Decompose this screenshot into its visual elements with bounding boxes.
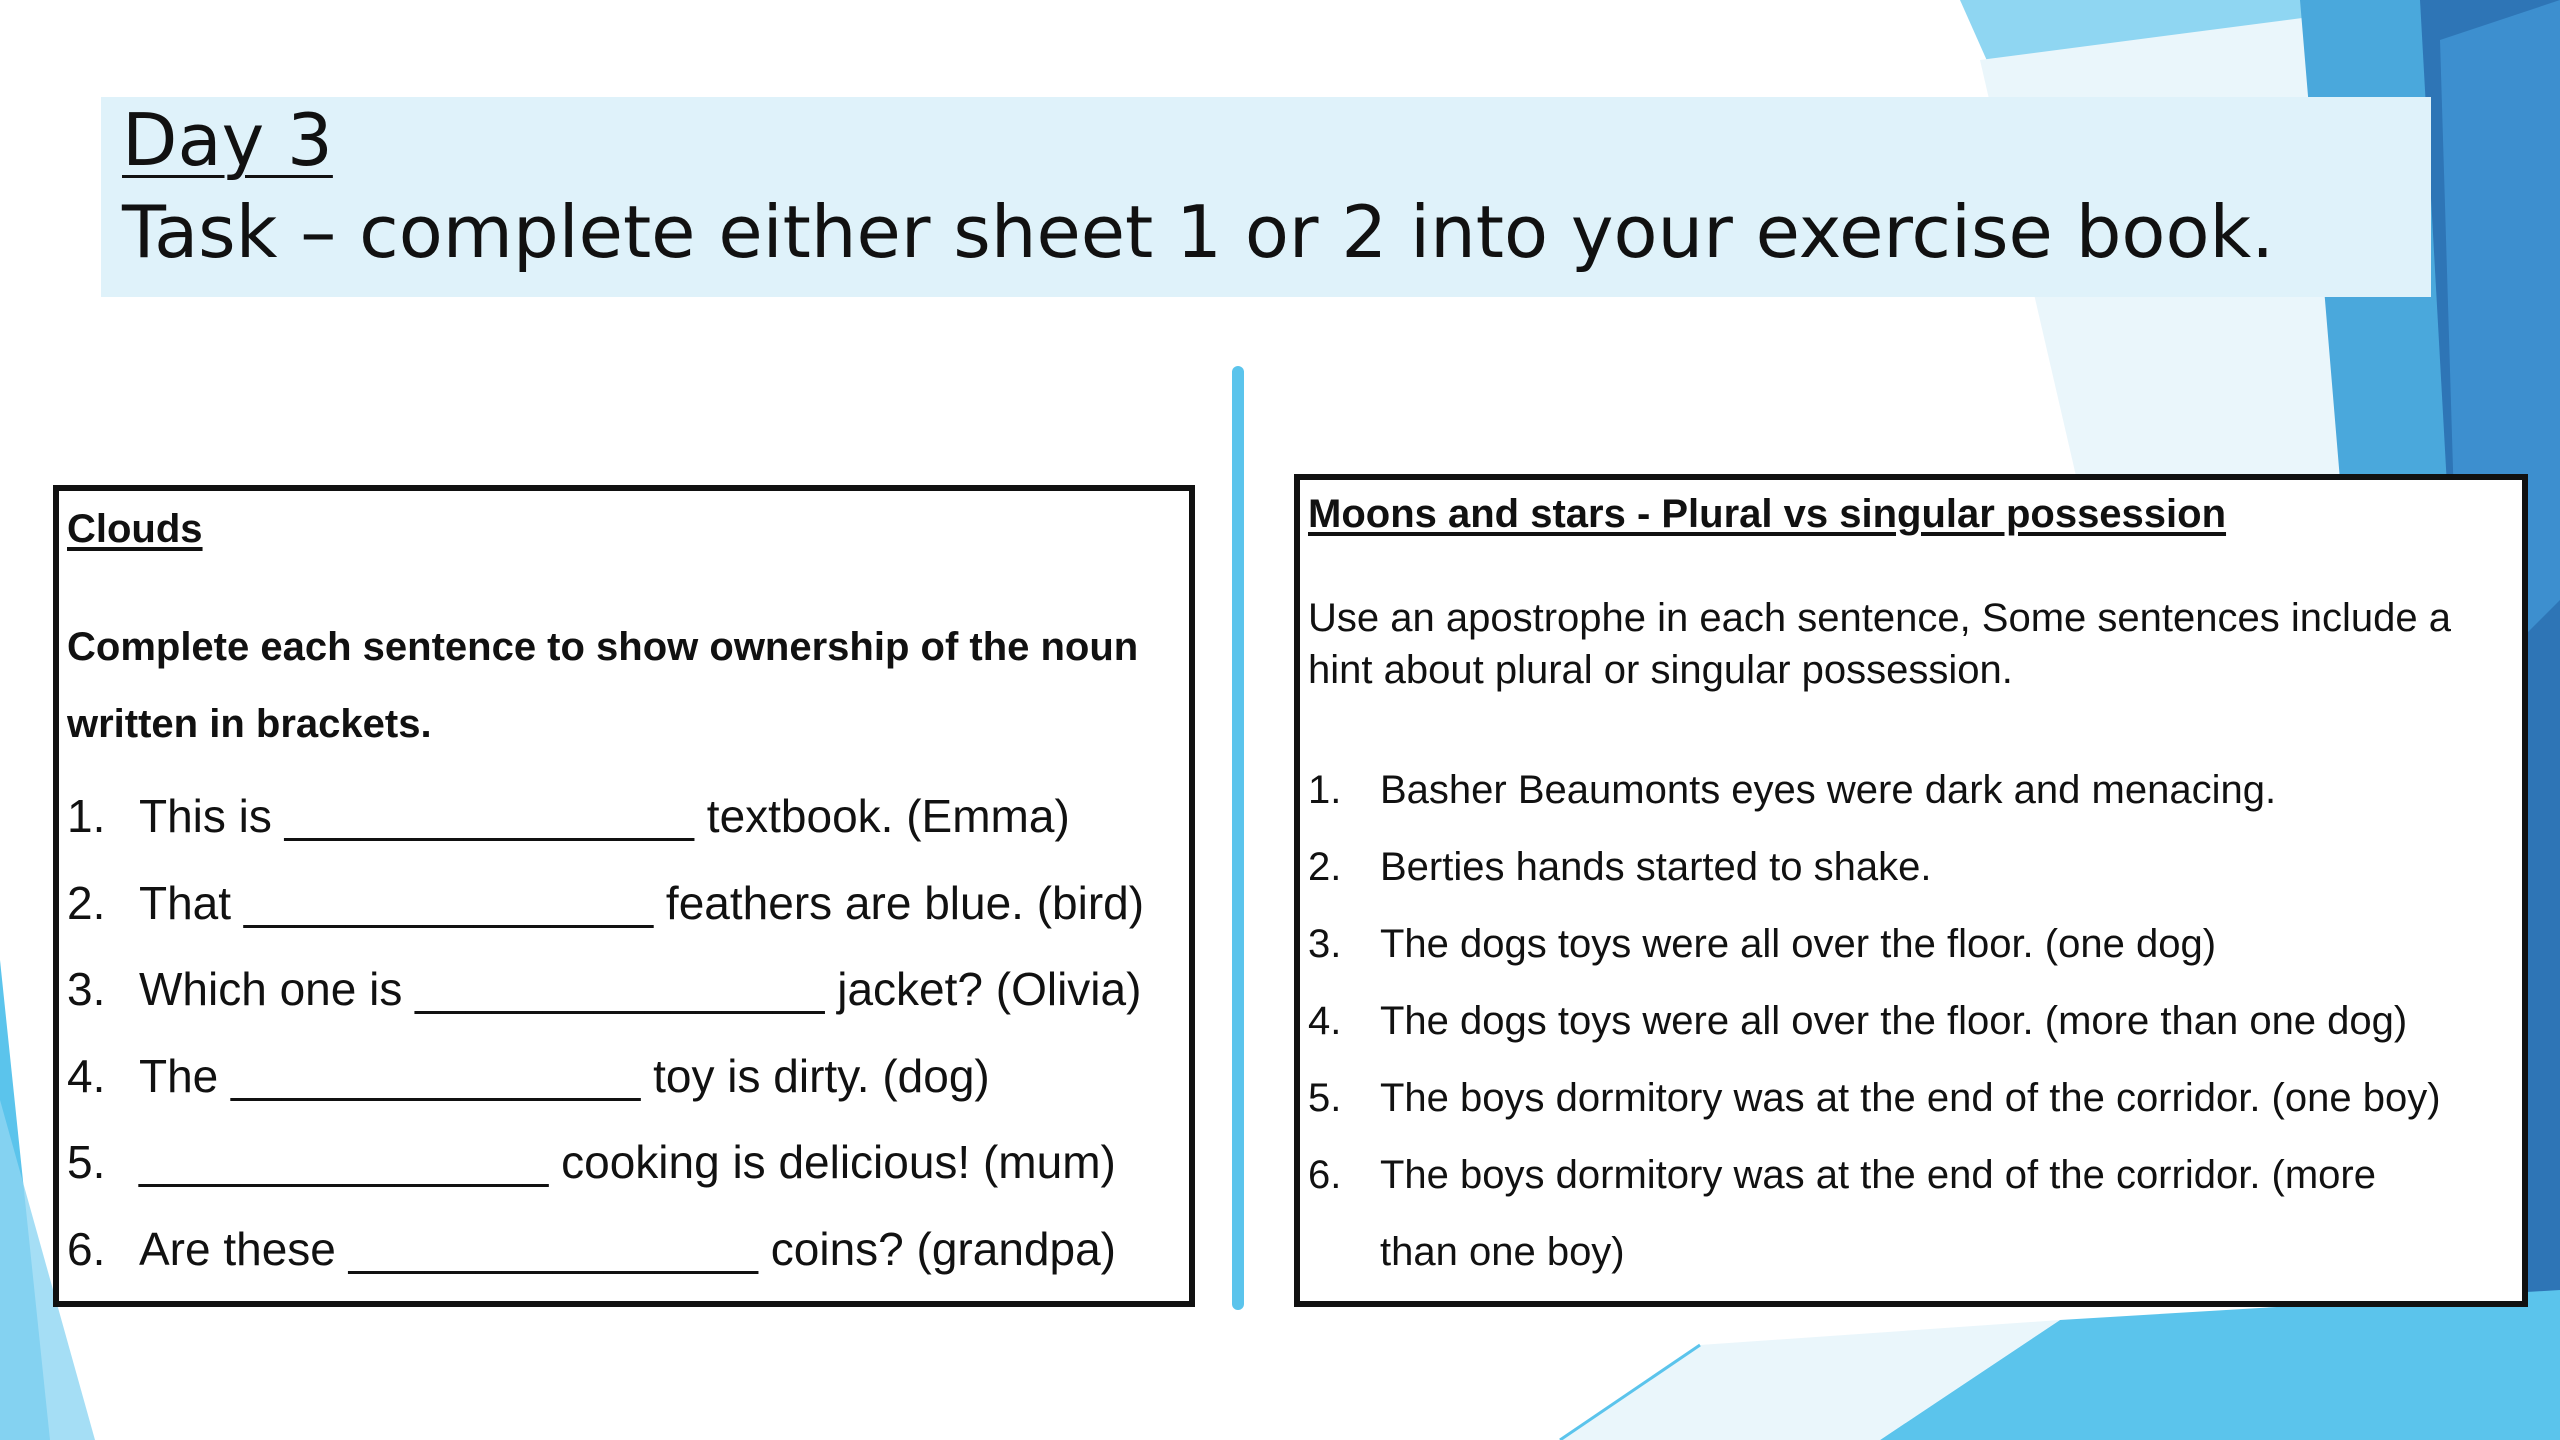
sheet-2-list — [1308, 752, 2441, 1291]
list-item — [1308, 1060, 2441, 1137]
item-number: 5. — [67, 1136, 106, 1188]
item-text: ________________ cooking is delicious! (mum) — [139, 1136, 1116, 1188]
list-item — [1308, 983, 2441, 1060]
item-number: 1. — [1308, 768, 1342, 812]
item-text: Are these ________________ coins? (grandpa) — [139, 1222, 1116, 1275]
item-number: 3. — [67, 963, 106, 1015]
item-text: This is ________________ textbook. (Emma) — [139, 790, 1070, 842]
list-item-continuation — [1308, 1214, 2441, 1291]
item-text: Basher Beaumonts eyes were dark and menacing. — [1380, 768, 2277, 812]
item-number: 2. — [1308, 845, 1342, 889]
item-number: 3. — [1308, 922, 1342, 966]
list-item — [67, 1119, 1144, 1206]
item-text: Which one is ________________ jacket? (Olivia) — [139, 963, 1142, 1015]
item-number: 4. — [67, 1049, 106, 1102]
list-item — [67, 1206, 1144, 1293]
item-number: 6. — [67, 1222, 106, 1275]
item-text: The boys dormitory was at the end of the corridor. (more — [1380, 1153, 2376, 1197]
list-item — [67, 773, 1144, 860]
item-text: The dogs toys were all over the floor. (one dog) — [1380, 922, 2217, 966]
item-text: The dogs toys were all over the floor. (more than one dog) — [1380, 999, 2408, 1043]
column-divider — [1232, 366, 1244, 1310]
sheet-2-instruction: Use an apostrophe in each sentence, Some sentences include a hint about plural or singular possession. — [1308, 596, 2451, 692]
list-item — [67, 860, 1144, 947]
title-task: Task – complete either sheet 1 or 2 into your exercise book. — [122, 190, 2275, 274]
item-number: 1. — [67, 790, 106, 842]
item-number: 5. — [1308, 1076, 1342, 1120]
item-text: The boys dormitory was at the end of the corridor. (one boy) — [1380, 1076, 2441, 1120]
item-number: 4. — [1308, 999, 1342, 1043]
list-item — [1308, 829, 2441, 906]
sheet-2-box — [1294, 474, 2528, 1307]
sheet-1-box — [53, 485, 1195, 1307]
item-number: 2. — [67, 876, 106, 929]
sheet-1-title: Clouds — [67, 507, 203, 551]
item-text: The ________________ toy is dirty. (dog) — [139, 1049, 990, 1102]
item-text-continuation: than one boy) — [1380, 1230, 1625, 1274]
sheet-1-list — [67, 773, 1144, 1292]
list-item — [67, 1033, 1144, 1120]
item-text: Berties hands started to shake. — [1380, 845, 1932, 889]
list-item — [67, 946, 1144, 1033]
sheet-2-title: Moons and stars - Plural vs singular possession — [1308, 492, 2227, 536]
title-day: Day 3 — [122, 98, 333, 182]
sheet-1-instruction: Complete each sentence to show ownership of the noun written in brackets. — [67, 625, 1139, 746]
list-item — [1308, 1137, 2441, 1214]
item-text: That ________________ feathers are blue. (bird) — [139, 876, 1145, 929]
item-number: 6. — [1308, 1153, 1342, 1197]
list-item — [1308, 906, 2441, 983]
list-item — [1308, 752, 2441, 829]
